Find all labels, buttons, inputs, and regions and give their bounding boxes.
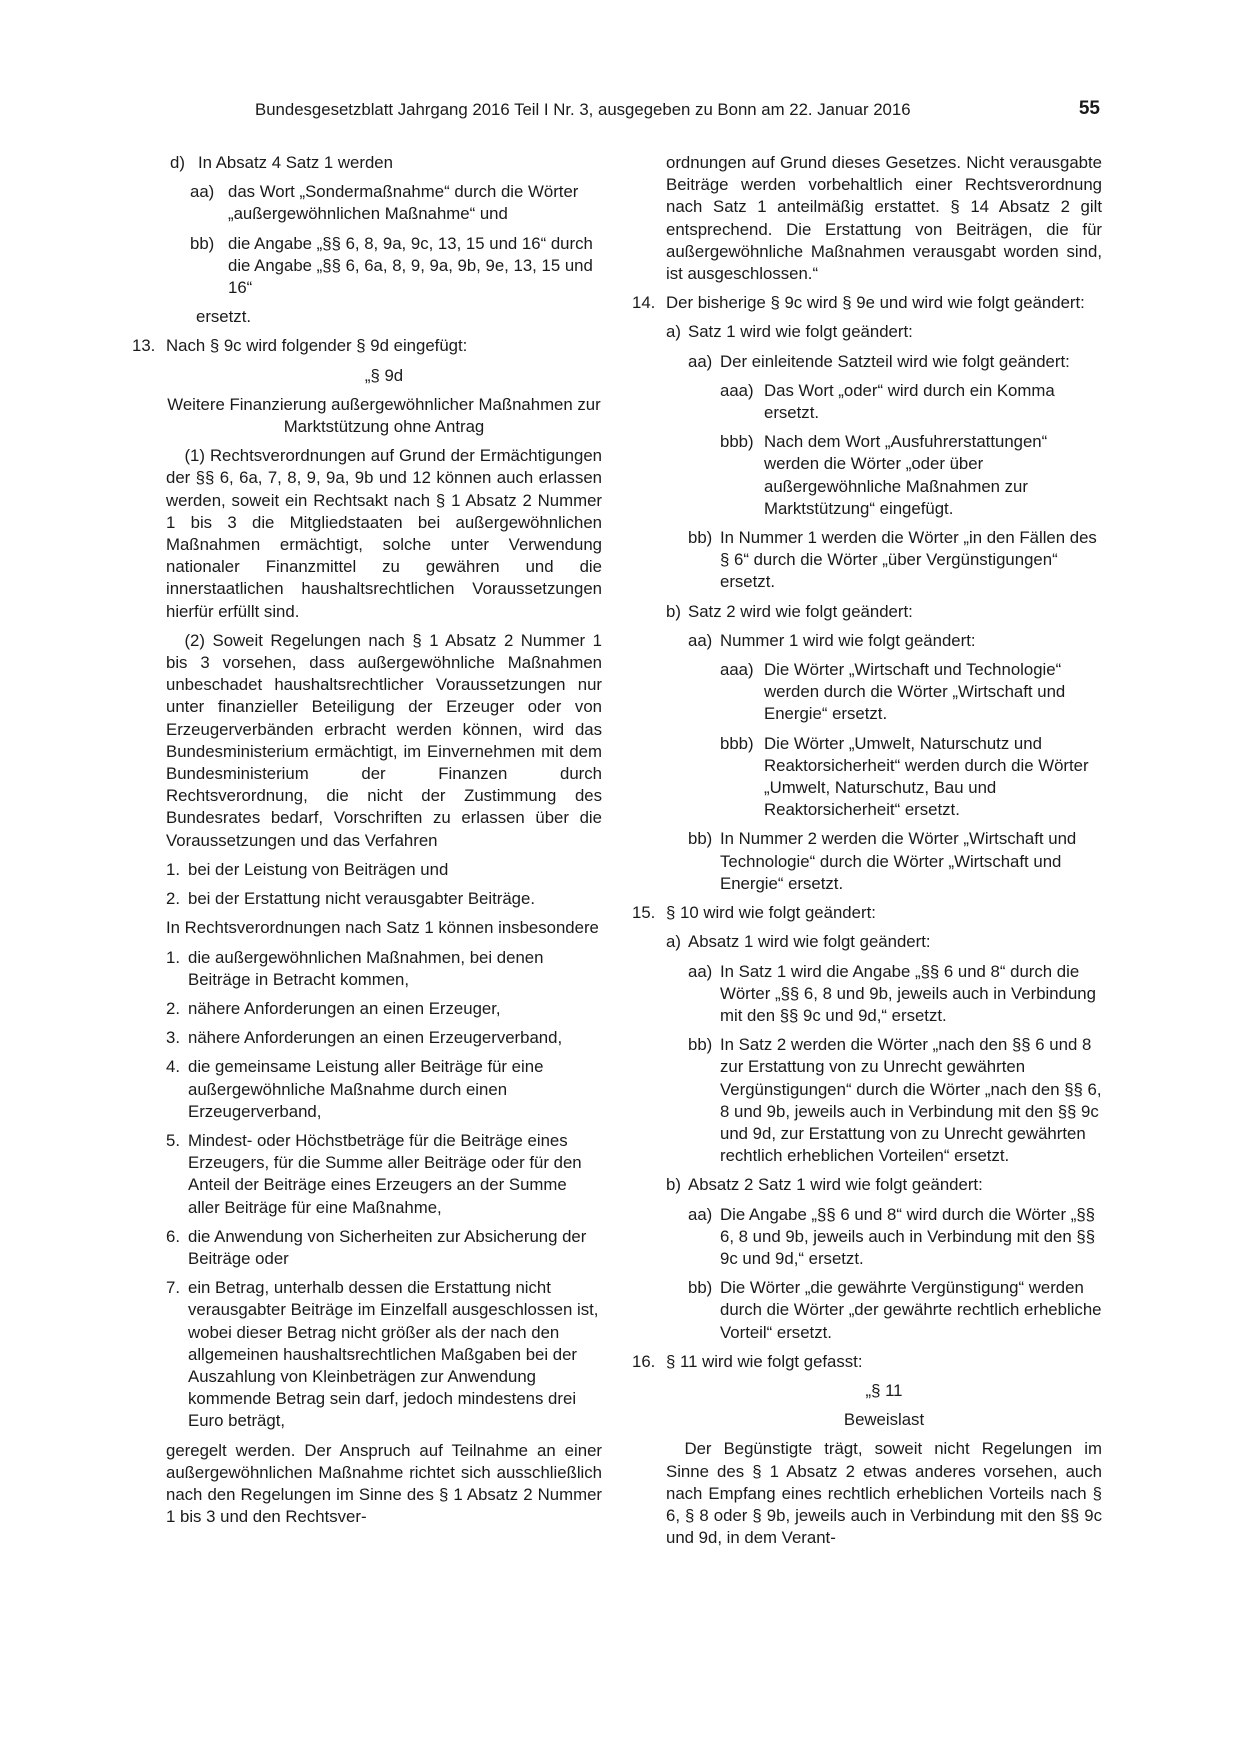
list-item [666,1174,1102,1196]
list-text: Das Wort „oder“ wird durch ein Komma ersetzt. [764,380,1055,423]
list-text: die Angabe „§§ 6, 8, 9a, 9c, 13, 15 und 16“ durch die Angabe „§§ 6, 6a, 8, 9, 9a, 9b, 9e, 13, 15 und 16“ [228,233,593,298]
list-marker: a) [666,932,681,952]
list-text: Absatz 2 Satz 1 wird wie folgt geändert: [688,1175,983,1195]
list-item [720,431,1102,520]
list-item [190,181,602,225]
list-text: die außergewöhnlichen Maßnahmen, bei denen Beiträge in Betracht kommen, [188,947,544,989]
list-marker: 16. [632,1351,656,1371]
list-item [166,859,602,881]
list-item [688,828,1102,895]
list-text: Mindest- oder Höchstbeträge für die Beiträge eines Erzeugers, für die Summe aller Beiträge oder für den Anteil der Beiträge eines Erzeugers an der Summe aller Beiträge für eine Maßnahme, [188,1130,582,1217]
list-text: In Satz 1 wird die Angabe „§§ 6 und 8“ durch die Wörter „§§ 6, 8 und 9b, jeweils auch in Verbindung mit den §§ 9c und 9d,“ ersetzt. [720,961,1096,1025]
list-marker: bb) [688,1278,713,1298]
header-title: Bundesgesetzblatt Jahrgang 2016 Teil I Nr. 3, ausgegeben zu Bonn am 22. Januar 2016 [255,100,911,119]
list-text: In Absatz 4 Satz 1 werden [198,153,393,172]
section-heading: Beweislast [843,1410,925,1430]
paragraph: In Rechtsverordnungen nach Satz 1 können insbesondere [166,918,599,938]
list-text: ein Betrag, unterhalb dessen die Erstattung nicht verausgabter Beiträge im Einzelfall ausgeschlossen ist, wobei dieser Betrag nicht größer als der nach den allgemeinen haushaltsrechtlichen Maßgaben bei der Auszahlung von Kleinbeträgen zur Anwendung kommende Betrag sein darf, jedoch mindestens drei Euro beträgt, [188,1278,599,1431]
list-text: Satz 1 wird wie folgt geändert: [688,322,913,342]
list-text: bei der Leistung von Beiträgen und [188,859,449,879]
list-marker: bb) [688,829,713,849]
list-marker: 15. [632,903,656,923]
list-text: Der einleitende Satzteil wird wie folgt geändert: [720,351,1070,371]
list-text: Die Wörter „Wirtschaft und Technologie“ werden durch die Wörter „Wirtschaft und Energie“ ersetzt. [764,660,1066,724]
list-item [720,659,1102,726]
list-marker: 2. [166,889,180,909]
list-marker: aa) [688,351,713,371]
list-text: die gemeinsame Leistung aller Beiträge für eine außergewöhnliche Maßnahme durch einen Erzeugerverband, [188,1057,544,1121]
list-text: § 10 wird wie folgt geändert: [666,903,876,923]
list-marker: 1. [166,859,180,879]
list-item [166,1027,602,1049]
list-text: Nummer 1 wird wie folgt geändert: [720,630,976,650]
list-item [166,1056,602,1123]
right-column [632,152,1102,1556]
list-item [688,1034,1102,1167]
list-item [688,630,1102,652]
list-marker: aa) [688,630,713,650]
list-item [688,351,1102,373]
list-item [190,233,602,300]
list-marker: 3. [166,1028,180,1048]
left-column [132,152,602,1535]
list-item [166,947,602,991]
list-item [132,335,602,357]
list-text: In Nummer 1 werden die Wörter „in den Fällen des § 6“ durch die Wörter „über Vergünstigungen“ ersetzt. [720,528,1097,592]
list-marker: 4. [166,1057,180,1077]
list-item [632,902,1102,924]
list-item [166,998,602,1020]
list-item [666,931,1102,953]
list-text: bei der Erstattung nicht verausgabter Beiträge. [188,889,536,909]
list-item [688,527,1102,594]
list-marker: bb) [688,528,713,548]
list-marker: aaa) [720,660,754,680]
list-text: Nach § 9c wird folgender § 9d eingefügt: [166,336,468,356]
list-marker: bbb) [720,432,754,452]
list-text: nähere Anforderungen an einen Erzeuger, [188,998,501,1018]
paragraph: (1) Rechtsverordnungen auf Grund der Ermächtigungen der §§ 6, 6a, 7, 8, 9, 9a, 9b und 12 können auch erlassen werden, soweit ein Rechtsakt nach § 1 Absatz 2 Nummer 1 bis 3 die Mitgliedstaaten bei außergewöhnlichen Maßnahmen ermächtigt, solche unter Verwendung nationaler Finanzmittel zu gewähren und die innerstaatlichen haushaltsrechtlichen Voraussetzungen hierfür erfüllt sind. [166,446,602,621]
section-heading: „§ 11 [865,1380,903,1400]
list-marker: aaa) [720,380,754,400]
list-marker: 5. [166,1130,180,1150]
list-text: In Nummer 2 werden die Wörter „Wirtschaft und Technologie“ durch die Wörter „Wirtschaft und Energie“ ersetzt. [720,829,1077,893]
section-heading: Weitere Finanzierung außergewöhnlicher Maßnahmen zur Marktstützung ohne Antrag [167,394,601,437]
list-marker: aa) [688,1204,713,1224]
section-heading: „§ 9d [364,365,404,385]
list-text: nähere Anforderungen an einen Erzeugerverband, [188,1028,563,1048]
list-text: § 11 wird wie folgt gefasst: [666,1351,863,1371]
list-marker: 14. [632,293,656,313]
list-marker: d) [170,153,185,172]
paragraph: geregelt werden. Der Anspruch auf Teilnahme an einer außergewöhnlichen Maßnahme richtet sich ausschließlich nach den Regelungen im Sinne des § 1 Absatz 2 Nummer 1 bis 3 und den Rechtsver- [166,1440,602,1527]
list-marker: aa) [190,182,215,202]
list-text: Die Wörter „die gewährte Vergünstigung“ werden durch die Wörter „der gewährte rechtlich erhebliche Vorteil“ ersetzt. [720,1278,1102,1342]
list-item [688,1204,1102,1271]
list-marker: aa) [688,961,713,981]
list-text: Der bisherige § 9c wird § 9e und wird wie folgt geändert: [666,293,1085,313]
list-marker: bb) [688,1035,713,1055]
list-marker: 2. [166,998,180,1018]
list-marker: bbb) [720,733,754,753]
list-text: das Wort „Sondermaßnahme“ durch die Wörter „außergewöhnlichen Maßnahme“ und [228,182,579,224]
list-item [170,152,602,174]
list-marker: bb) [190,233,215,253]
list-item [688,961,1102,1028]
list-marker: 13. [132,336,156,356]
list-item [166,1277,602,1432]
list-text: Satz 2 wird wie folgt geändert: [688,601,913,621]
list-item [166,1226,602,1270]
list-item [720,380,1102,424]
list-item [666,601,1102,623]
list-marker: 7. [166,1278,180,1298]
list-marker: 6. [166,1226,180,1246]
list-item [632,1351,1102,1373]
list-item [166,888,602,910]
list-text: Die Wörter „Umwelt, Naturschutz und Reaktorsicherheit“ werden durch die Wörter „Umwelt, Naturschutz, Bau und Reaktorsicherheit“ ersetzt. [764,733,1089,820]
page-number: 55 [1078,98,1100,119]
list-marker: a) [666,322,681,342]
list-item [166,1130,602,1219]
list-marker: 1. [166,947,180,967]
paragraph: Der Begünstigte trägt, soweit nicht Regelungen im Sinne des § 1 Absatz 2 etwas anderes vorsehen, auch nach Empfang eines rechtlich erheblichen Vorteils nach § 6, § 8 oder § 9b, jeweils auch in Verbindung mit den §§ 9c und 9d, in dem Verant- [666,1439,1102,1548]
list-item [632,292,1102,314]
list-text: Die Angabe „§§ 6 und 8“ wird durch die Wörter „§§ 6, 8 und 9b, jeweils auch in Verbindung mit den §§ 9c und 9d,“ ersetzt. [720,1204,1096,1268]
list-text: die Anwendung von Sicherheiten zur Absicherung der Beiträge oder [188,1226,587,1268]
list-text: Nach dem Wort „Ausfuhrerstattungen“ werden die Wörter „oder über außergewöhnliche Maßnahmen zur Marktstützung“ eingefügt. [764,432,1048,518]
paragraph: (2) Soweit Regelungen nach § 1 Absatz 2 Nummer 1 bis 3 vorsehen, dass außergewöhnliche Maßnahmen unbeschadet haushaltsrechtlicher Voraussetzungen nur unter finanzieller Beteiligung der Erzeuger oder von Erzeugerverbänden erbracht werden können, wird das Bundesministerium ermächtigt, im Einvernehmen mit dem Bundesministerium der Finanzen durch Rechtsverordnung, die nicht der Zustimmung des Bundesrates bedarf, Vorschriften zu erlassen über die Voraussetzungen und das Verfahren [166,630,602,850]
list-text: Absatz 1 wird wie folgt geändert: [688,932,931,952]
paragraph: ersetzt. [196,307,252,327]
list-marker: b) [666,601,681,621]
list-item [666,321,1102,343]
list-item [720,733,1102,822]
page-header [255,98,1100,124]
list-item [688,1277,1102,1344]
list-text: In Satz 2 werden die Wörter „nach den §§ 6 und 8 zur Erstattung von zu Unrecht gewährten Vergünstigungen“ durch die Wörter „nach den §§ 6, 8 und 9b, jeweils auch in Verbindung mit den §§ 9c und 9d, zur Erstattung von zu Unrecht gewährten rechtlich erheblichen Vorteilen“ ersetzt. [720,1035,1102,1166]
paragraph: ordnungen auf Grund dieses Gesetzes. Nicht verausgabte Beiträge werden vorbehaltlich einer Rechtsverordnung nach Satz 1 anteilmäßig erstattet. § 14 Absatz 2 gilt entsprechend. Die Erstattung von Beiträgen, die für außergewöhnliche Maßnahmen verausgabt worden sind, ist ausgeschlossen.“ [666,153,1102,284]
list-marker: b) [666,1175,681,1195]
